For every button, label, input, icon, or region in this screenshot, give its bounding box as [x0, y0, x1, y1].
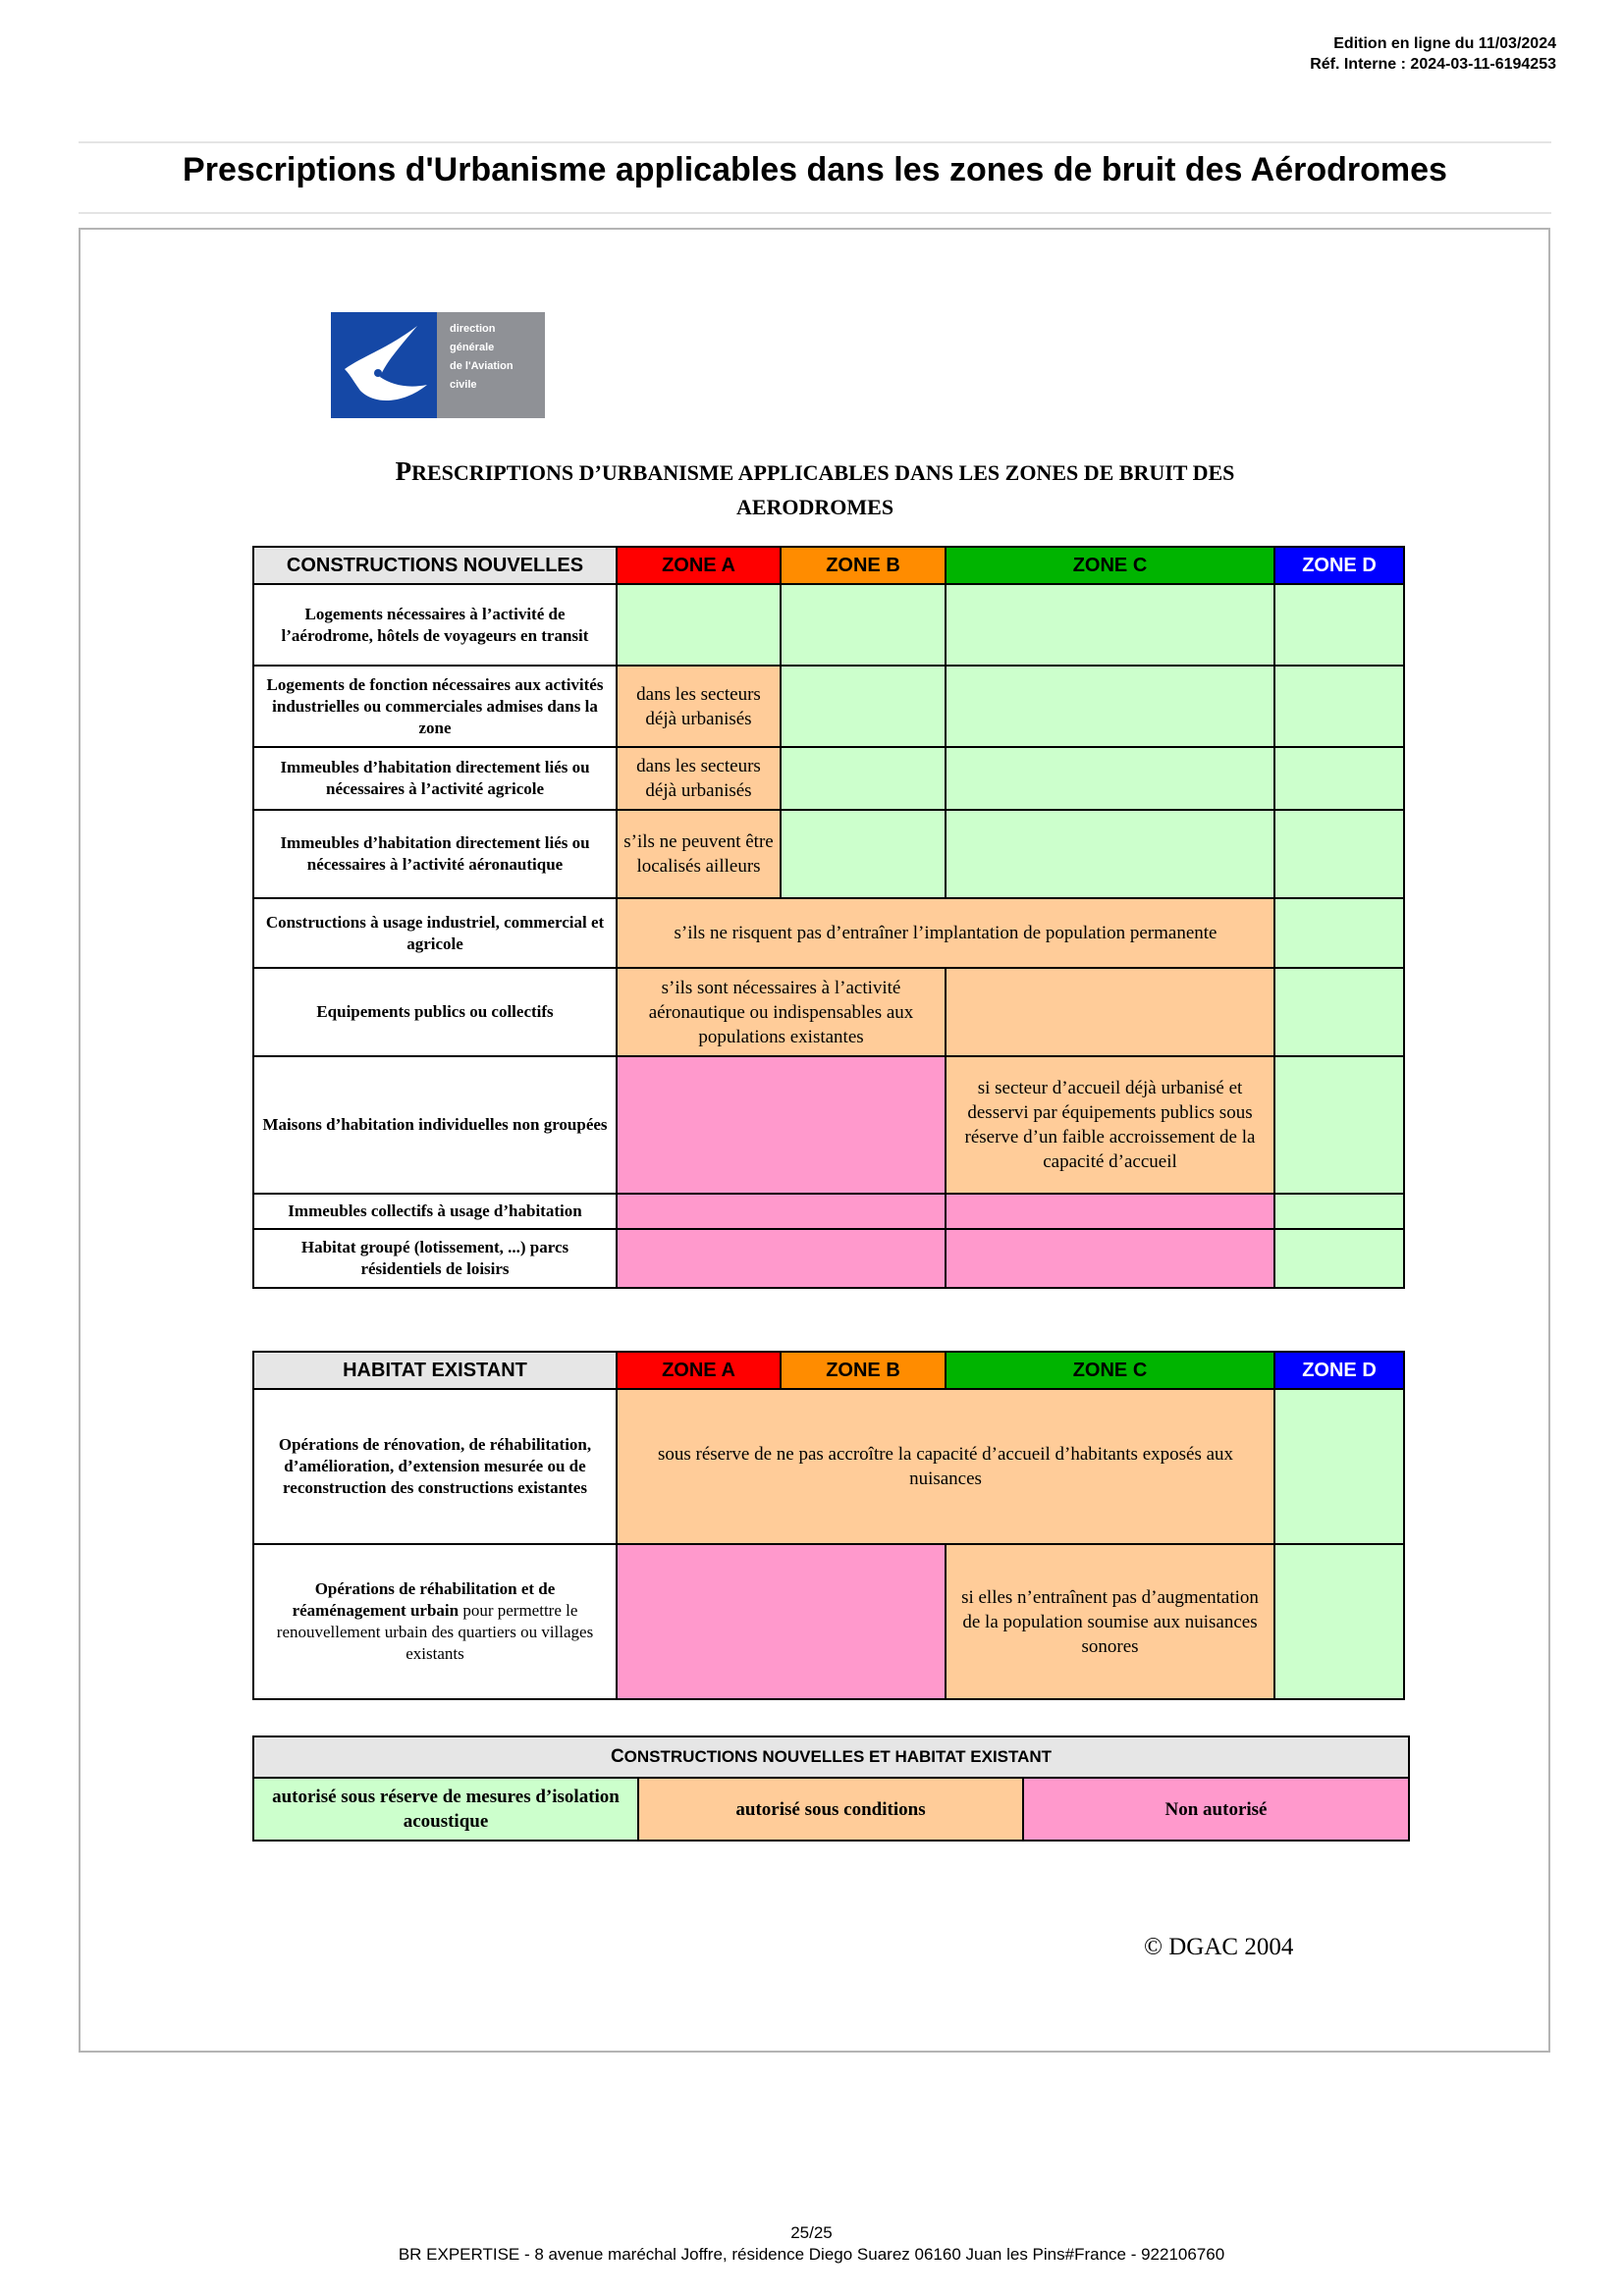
- zone-d-cell: [1274, 1389, 1404, 1544]
- page-title: Prescriptions d'Urbanisme applicables dans les zones de bruit des Aérodromes: [183, 151, 1447, 188]
- zone-c-header: ZONE C: [946, 547, 1274, 584]
- zone-a-cell: s’ils ne peuvent être localisés ailleurs: [617, 810, 781, 898]
- constructions-table: [252, 546, 1405, 1289]
- zone-abc-cell: s’ils ne risquent pas d’entraîner l’implantation de population permanente: [617, 898, 1274, 968]
- table-row: [253, 1389, 1404, 1544]
- row-label: Immeubles d’habitation directement liés ou nécessaires à l’activité aéronautique: [253, 810, 617, 898]
- bird-logo-icon: [331, 312, 437, 418]
- row-label: Equipements publics ou collectifs: [253, 968, 617, 1056]
- legend-not-authorized: Non autorisé: [1023, 1778, 1409, 1841]
- table-row: [253, 1056, 1404, 1194]
- footer-address: BR EXPERTISE - 8 avenue maréchal Joffre, résidence Diego Suarez 06160 Juan les Pins#France - 922106760: [398, 2245, 1225, 2264]
- zone-c-cell: [946, 584, 1274, 666]
- table-row: [253, 666, 1404, 747]
- zone-ab-cell: s’ils sont nécessaires à l’activité aéronautique ou indispensables aux populations existantes: [617, 968, 946, 1056]
- dgac-logo: [331, 312, 545, 418]
- zone-ab-cell: [617, 1194, 946, 1229]
- zone-c-cell: [946, 810, 1274, 898]
- page-footer: [0, 2222, 1623, 2266]
- table-row: [253, 584, 1404, 666]
- row-label: Opérations de rénovation, de réhabilitation, d’amélioration, d’extension mesurée ou de reconstruction des constructions existantes: [253, 1389, 617, 1544]
- zone-c-cell: [946, 1229, 1274, 1288]
- zone-c-cell: [946, 1194, 1274, 1229]
- zone-d-cell: [1274, 810, 1404, 898]
- title-divider: [79, 212, 1551, 214]
- page-number: 25/25: [790, 2223, 833, 2242]
- edition-date: Edition en ligne du 11/03/2024: [1333, 35, 1556, 52]
- zone-c-cell: [946, 747, 1274, 810]
- zone-b-cell: [781, 747, 946, 810]
- legend-authorized-conditions: autorisé sous conditions: [638, 1778, 1023, 1841]
- zone-c-cell: [946, 968, 1274, 1056]
- zone-b-cell: [781, 666, 946, 747]
- zone-d-cell: [1274, 584, 1404, 666]
- internal-reference: Réf. Interne : 2024-03-11-6194253: [1310, 56, 1556, 73]
- zone-d-cell: [1274, 968, 1404, 1056]
- row-label: Constructions à usage industriel, commercial et agricole: [253, 898, 617, 968]
- table-row: [253, 1194, 1404, 1229]
- zone-a-header: ZONE A: [617, 1352, 781, 1389]
- existing-housing-table: [252, 1351, 1405, 1700]
- row-label: Opérations de réhabilitation et de réaménagement urbain pour permettre le renouvellement urbain des quartiers ou villages existants: [253, 1544, 617, 1699]
- row-label: Immeubles collectifs à usage d’habitation: [253, 1194, 617, 1229]
- top-divider: [79, 141, 1551, 143]
- zone-b-cell: [781, 810, 946, 898]
- document-title: PRESCRIPTIONS D’URBANISME APPLICABLES DANS LES ZONES DE BRUIT DES AERODROMES: [395, 456, 1235, 519]
- zone-b-header: ZONE B: [781, 1352, 946, 1389]
- zone-d-cell: [1274, 747, 1404, 810]
- zone-ab-cell: [617, 1544, 946, 1699]
- table-row: [253, 1544, 1404, 1699]
- zone-a-cell: [617, 584, 781, 666]
- legend-authorized-acoustic: autorisé sous réserve de mesures d’isolation acoustique: [253, 1778, 638, 1841]
- table-row: [253, 1229, 1404, 1288]
- copyright: © DGAC 2004: [1144, 1934, 1294, 1960]
- table-row: [253, 898, 1404, 968]
- legend-table: [252, 1735, 1410, 1842]
- row-label: Logements de fonction nécessaires aux activités industrielles ou commerciales admises dans la zone: [253, 666, 617, 747]
- zone-b-header: ZONE B: [781, 547, 946, 584]
- legend-header: CONSTRUCTIONS NOUVELLES ET HABITAT EXISTANT: [253, 1736, 1409, 1778]
- zone-d-cell: [1274, 1056, 1404, 1194]
- zone-abc-cell: sous réserve de ne pas accroître la capacité d’accueil d’habitants exposés aux nuisances: [617, 1389, 1274, 1544]
- row-label: Immeubles d’habitation directement liés ou nécessaires à l’activité agricole: [253, 747, 617, 810]
- zone-a-cell: dans les secteurs déjà urbanisés: [617, 747, 781, 810]
- table-row: [253, 968, 1404, 1056]
- zone-d-header: ZONE D: [1274, 1352, 1404, 1389]
- zone-c-cell: [946, 666, 1274, 747]
- constructions-header: CONSTRUCTIONS NOUVELLES: [253, 547, 617, 584]
- zone-c-cell: si elles n’entraînent pas d’augmentation de la population soumise aux nuisances sonores: [946, 1544, 1274, 1699]
- zone-a-cell: dans les secteurs déjà urbanisés: [617, 666, 781, 747]
- zone-d-cell: [1274, 1194, 1404, 1229]
- zone-d-cell: [1274, 666, 1404, 747]
- zone-c-header: ZONE C: [946, 1352, 1274, 1389]
- row-label: Maisons d’habitation individuelles non groupées: [253, 1056, 617, 1194]
- zone-ab-cell: [617, 1056, 946, 1194]
- table-row: [253, 747, 1404, 810]
- zone-c-cell: si secteur d’accueil déjà urbanisé et desservi par équipements publics sous réserve d’un faible accroissement de la capacité d’accueil: [946, 1056, 1274, 1194]
- zone-d-header: ZONE D: [1274, 547, 1404, 584]
- zone-d-cell: [1274, 1229, 1404, 1288]
- zone-ab-cell: [617, 1229, 946, 1288]
- logo-text: direction générale de l'Aviation civile: [437, 312, 545, 418]
- row-label: Logements nécessaires à l’activité de l’aérodrome, hôtels de voyageurs en transit: [253, 584, 617, 666]
- table-row: [253, 810, 1404, 898]
- edition-info: [1310, 33, 1556, 75]
- zone-d-cell: [1274, 898, 1404, 968]
- zone-a-header: ZONE A: [617, 547, 781, 584]
- existing-housing-header: HABITAT EXISTANT: [253, 1352, 617, 1389]
- row-label: Habitat groupé (lotissement, ...) parcs résidentiels de loisirs: [253, 1229, 617, 1288]
- zone-d-cell: [1274, 1544, 1404, 1699]
- zone-b-cell: [781, 584, 946, 666]
